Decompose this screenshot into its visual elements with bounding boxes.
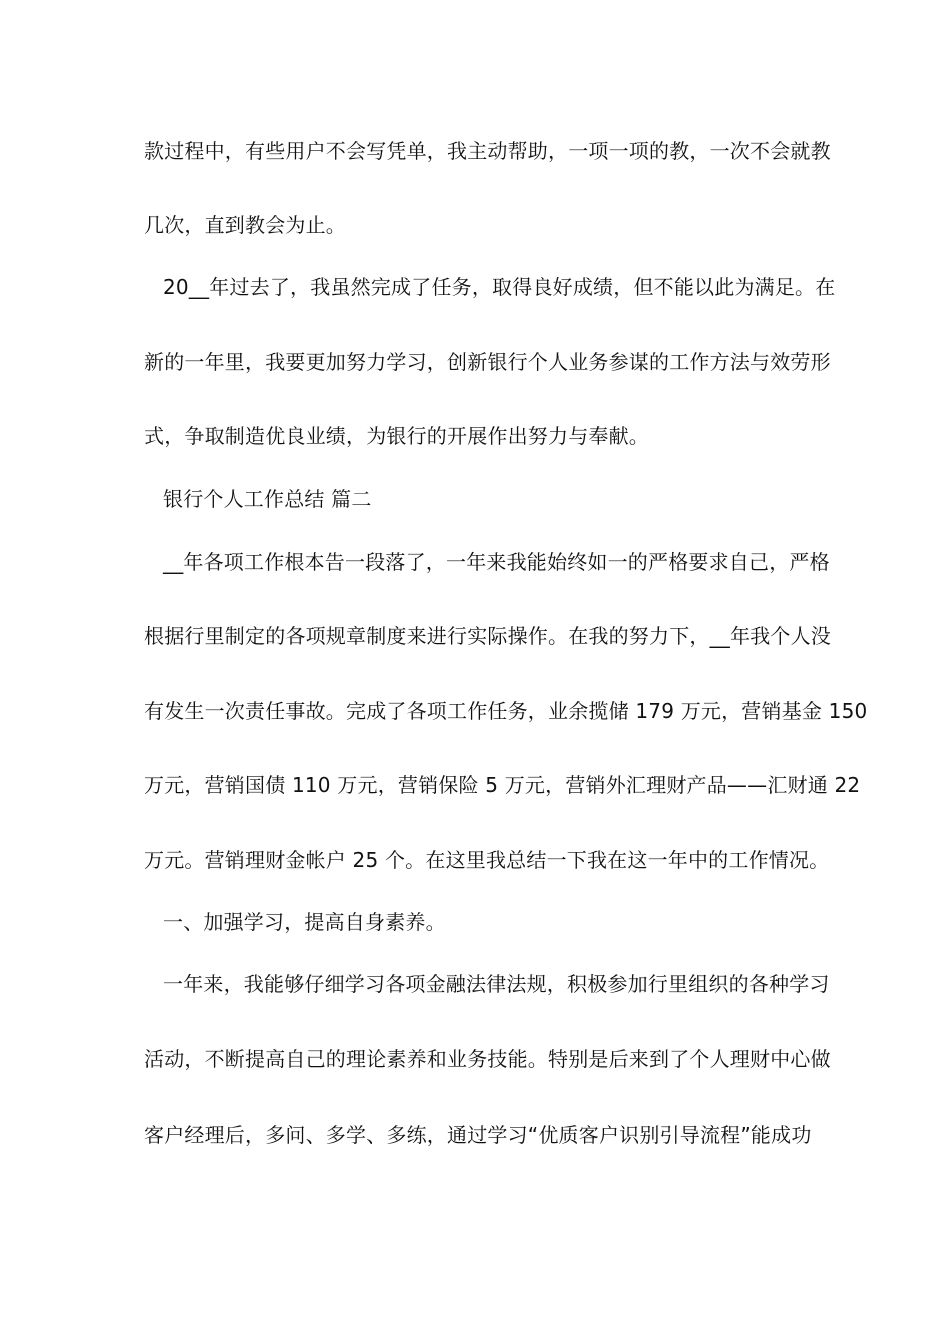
paragraph-line: 客户经理后，多问、多学、多练，通过学习“优质客户识别引导流程”能成功 xyxy=(144,1123,812,1147)
paragraph-line: 款过程中，有些用户不会写凭单，我主动帮助，一项一项的教，一次不会就教 xyxy=(144,139,831,163)
paragraph-line: 新的一年里，我要更加努力学习，创新银行个人业务参谋的工作方法与效劳形 xyxy=(144,350,831,374)
paragraph-line: __年各项工作根本告一段落了，一年来我能始终如一的严格要求自己，严格 xyxy=(163,550,830,574)
paragraph-line: 万元。营销理财金帐户 25 个。在这里我总结一下我在这一年中的工作情况。 xyxy=(144,848,830,872)
paragraph-line: 一年来，我能够仔细学习各项金融法律法规，积极参加行里组织的各种学习 xyxy=(163,972,830,996)
paragraph-line: 万元，营销国债 110 万元，营销保险 5 万元，营销外汇理财产品——汇财通 22 xyxy=(144,773,861,797)
paragraph-line: 式，争取制造优良业绩，为银行的开展作出努力与奉献。 xyxy=(144,424,649,448)
section-heading: 银行个人工作总结 篇二 xyxy=(163,487,372,511)
paragraph-line: 活动，不断提高自己的理论素养和业务技能。特别是后来到了个人理财中心做 xyxy=(144,1047,831,1071)
paragraph-line: 有发生一次责任事故。完成了各项工作任务，业余揽储 179 万元，营销基金 150 xyxy=(144,699,868,723)
paragraph-line: 20__年过去了，我虽然完成了任务，取得良好成绩，但不能以此为满足。在 xyxy=(163,275,836,299)
paragraph-line: 根据行里制定的各项规章制度来进行实际操作。在我的努力下，__年我个人没 xyxy=(144,624,831,648)
subsection-heading: 一、加强学习，提高自身素养。 xyxy=(163,910,446,934)
paragraph-line: 几次，直到教会为止。 xyxy=(144,213,346,237)
